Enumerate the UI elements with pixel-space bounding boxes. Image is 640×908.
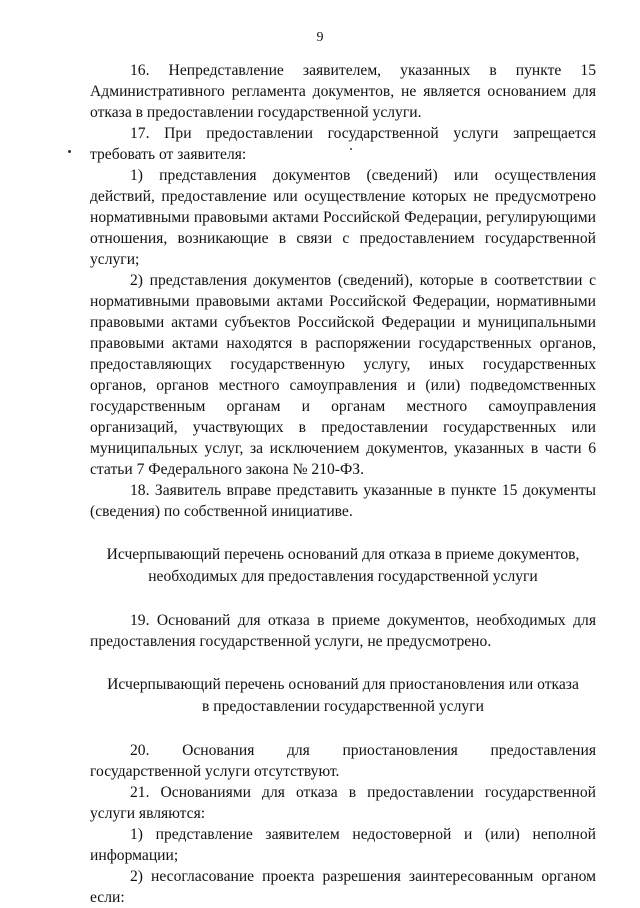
paragraph-17-item-2: 2) представления документов (сведений), которые в соответствии с нормативными правовыми актами Российской Федерации, нормативными правовыми актами субъектов Российской Федерации и муниципальными правовыми актами находятся в распоряжении государственных органов, предоставляющих государственную услугу, иных государственных органов, органов местного самоуправления и (или) подведомственных государственным органам и органам местного самоуправления организаций, участвующих в предоставлении государственных или муниципальных услуг, за исключением документов, указанных в части 6 статьи 7 Федерального закона № 210-ФЗ. bbox=[90, 272, 596, 478]
document-body bbox=[90, 60, 596, 908]
heading-line: необходимых для предоставления государственной услуги bbox=[148, 568, 538, 585]
paragraph-16: 16. Непредставление заявителем, указанных в пункте 15 Административного регламента документов, не является основанием для отказа в предоставлении государственной услуги. bbox=[90, 62, 596, 121]
heading-line: в предоставлении государственной услуги bbox=[202, 698, 484, 715]
paragraph-19: 19. Оснований для отказа в приеме документов, необходимых для предоставления государственной услуги, не предусмотрено. bbox=[90, 612, 596, 650]
section-heading-suspension-refusal bbox=[90, 674, 596, 718]
paragraph-20: 20. Основания для приостановления предоставления государственной услуги отсутствуют. bbox=[90, 742, 596, 780]
paragraph-21-item-2: 2) несогласование проекта разрешения заинтересованным органом если: bbox=[90, 868, 596, 906]
page-number: 9 bbox=[316, 30, 324, 45]
paragraph-17-item-1: 1) представления документов (сведений) или осуществления действий, предоставление или осуществление которых не предусмотрено нормативными правовыми актами Российской Федерации, регулирующими отношения, возникающие в связи с предоставлением государственной услуги; bbox=[90, 167, 596, 268]
section-heading-refusal-acceptance bbox=[90, 544, 596, 588]
paragraph-17: 17. При предоставлении государственной услуги запрещается требовать от заявителя: bbox=[90, 125, 596, 163]
paragraph-18: 18. Заявитель вправе представить указанные в пункте 15 документы (сведения) по собственной инициативе. bbox=[90, 482, 596, 520]
paragraph-21: 21. Основаниями для отказа в предоставлении государственной услуги являются: bbox=[90, 784, 596, 822]
heading-line: Исчерпывающий перечень оснований для приостановления или отказа bbox=[107, 676, 579, 693]
paragraph-21-item-1: 1) представление заявителем недостоверной и (или) неполной информации; bbox=[90, 826, 596, 864]
heading-line: Исчерпывающий перечень оснований для отказа в приеме документов, bbox=[106, 546, 580, 563]
scan-mark bbox=[68, 150, 71, 153]
